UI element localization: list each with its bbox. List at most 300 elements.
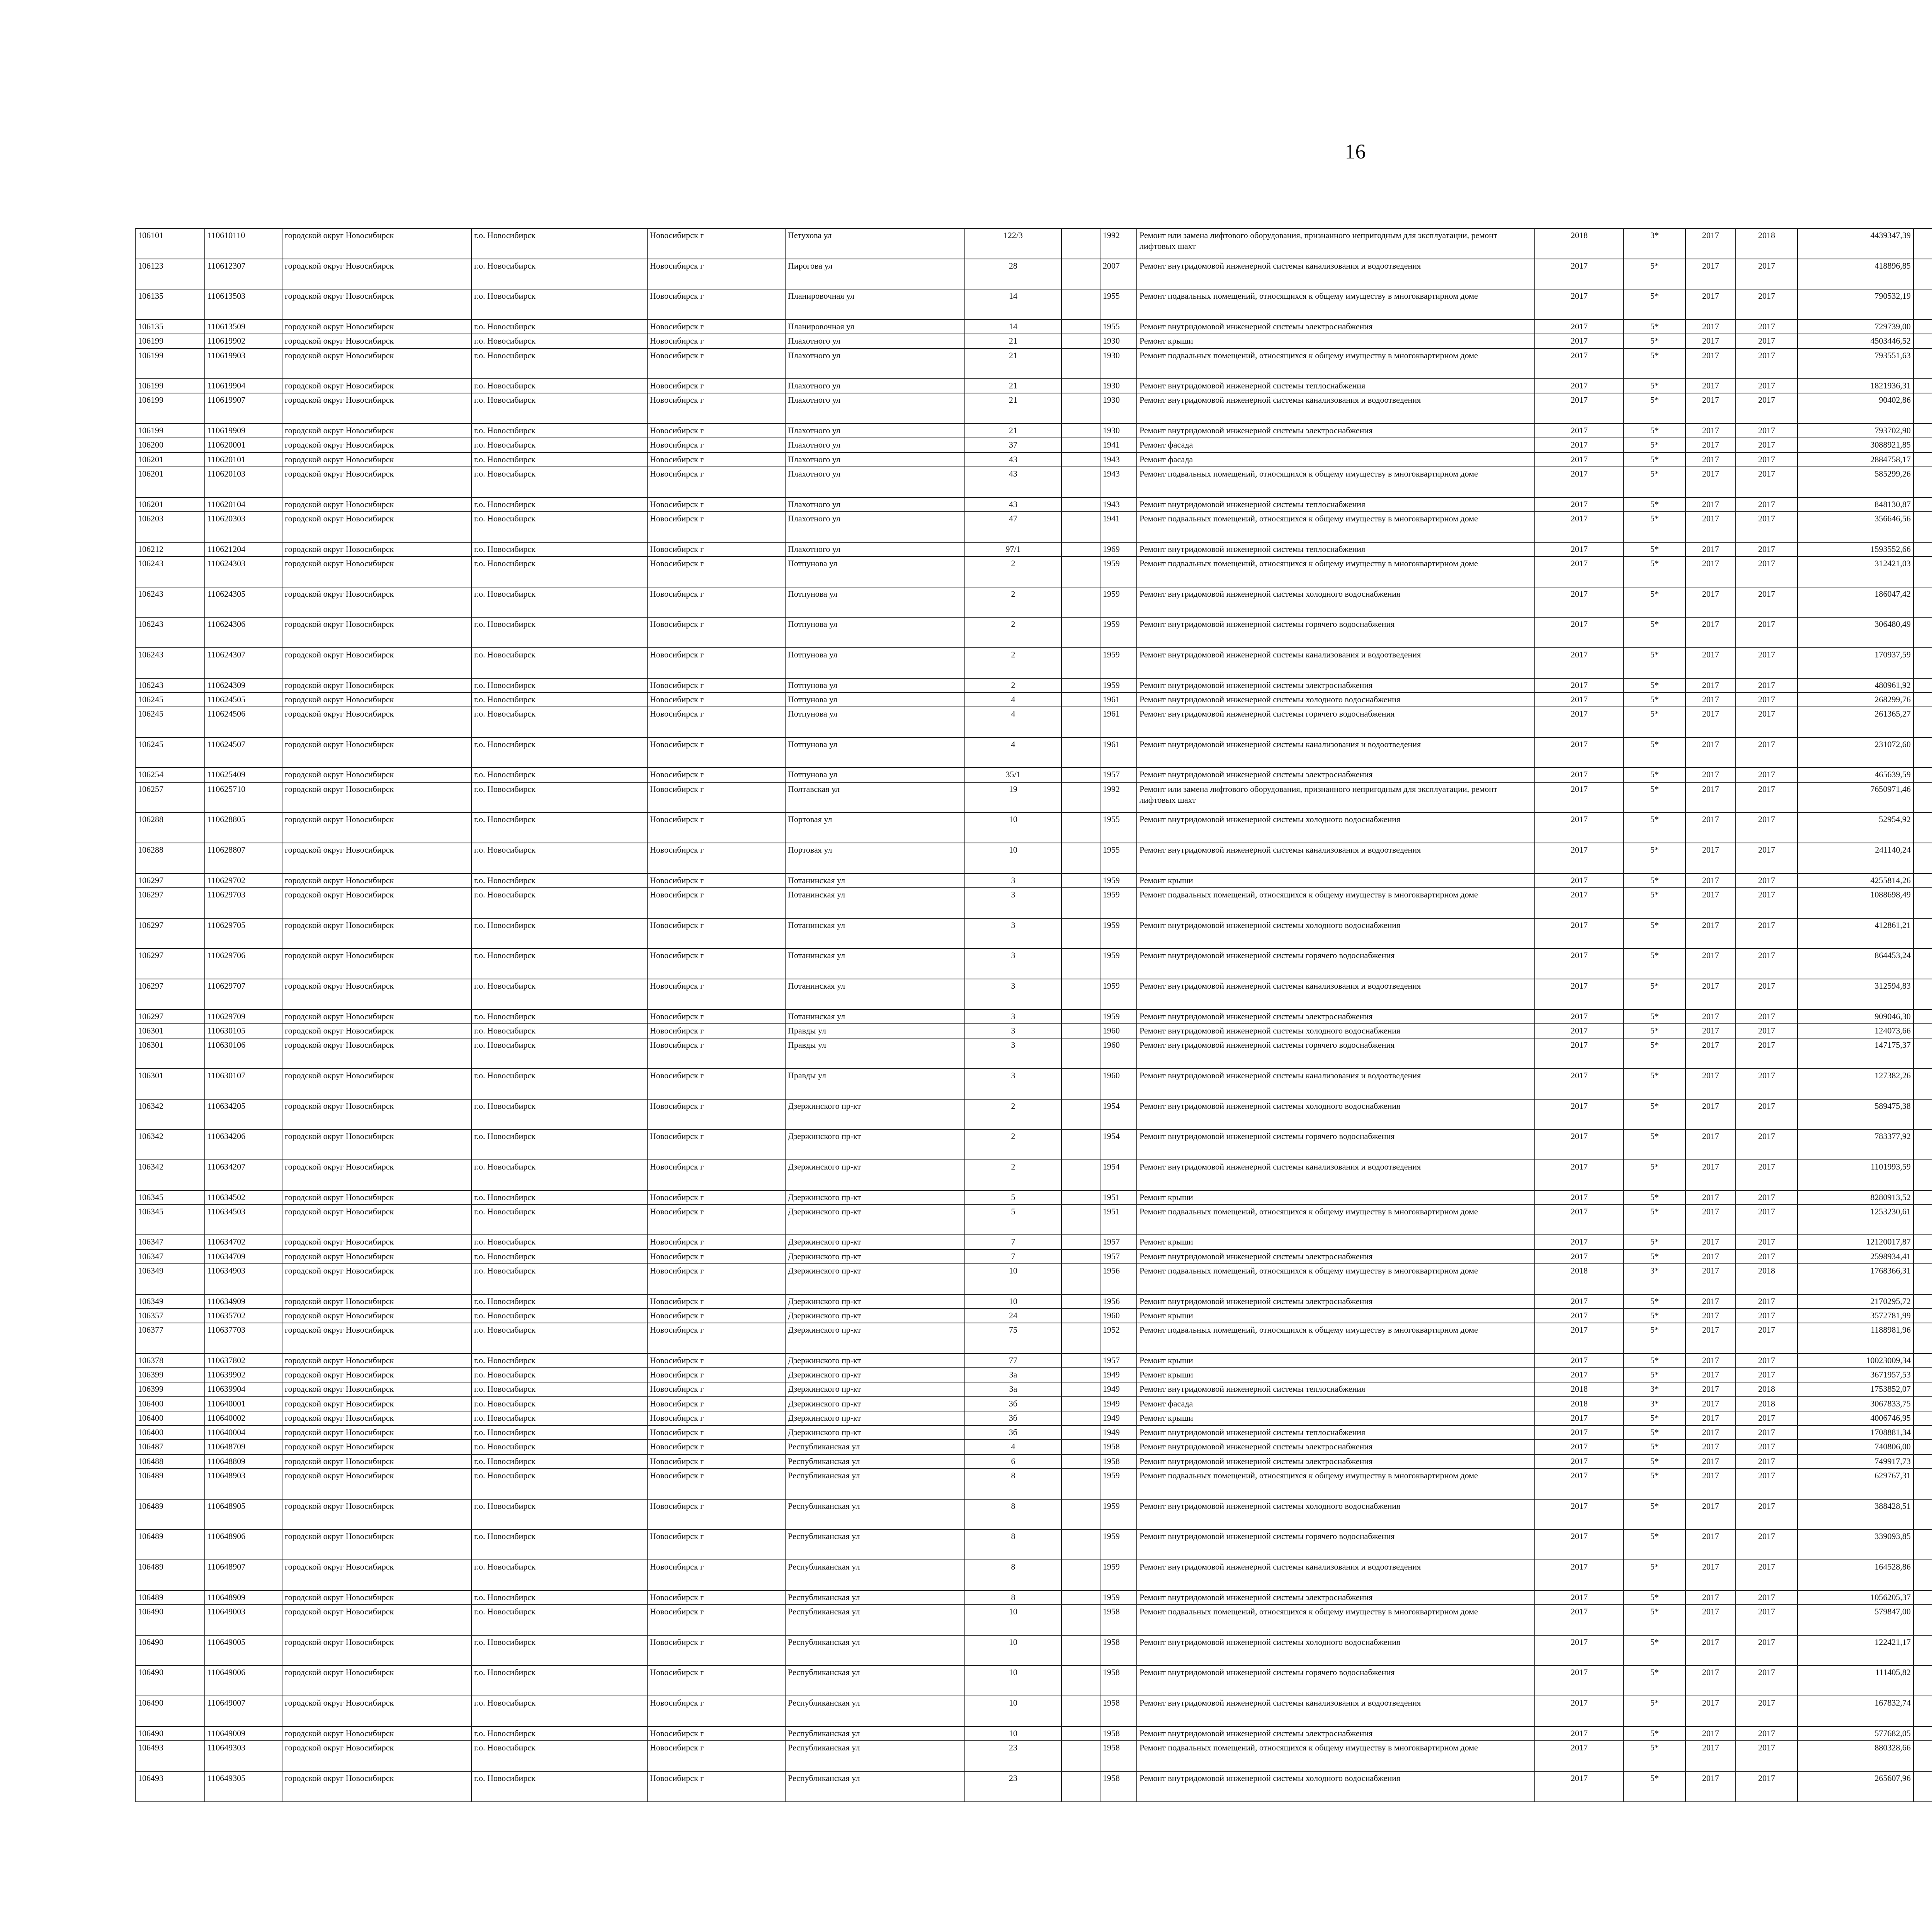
cell-work-type: Ремонт внутридомовой инженерной системы канализования и водоотведения — [1137, 1160, 1535, 1190]
cell-empty — [1061, 497, 1100, 512]
table-row — [135, 228, 1932, 259]
table-row — [135, 259, 1932, 289]
cell-year-planned: 2017 — [1535, 782, 1624, 813]
cell-house-number: 43 — [965, 453, 1061, 467]
cell-mark: 5* — [1624, 259, 1685, 289]
cell-year-planned: 2017 — [1535, 918, 1624, 949]
cell-city: Новосибирск г — [647, 843, 785, 873]
cell-mark: 5* — [1624, 1469, 1685, 1499]
cell-empty — [1061, 1741, 1100, 1771]
cell-municipality: г.о. Новосибирск — [471, 678, 647, 693]
cell-year-end: 2017 — [1736, 557, 1798, 587]
cell-total-cost: 388428,51 — [1798, 1499, 1913, 1530]
cell-street: Республиканская ул — [785, 1605, 965, 1635]
cell-fund-a — [1913, 1190, 1932, 1205]
cell-municipality: г.о. Новосибирск — [471, 782, 647, 813]
cell-municipality: г.о. Новосибирск — [471, 918, 647, 949]
cell-house-number: 4 — [965, 693, 1061, 707]
cell-district: городской округ Новосибирск — [282, 1499, 471, 1530]
cell-year-start: 2017 — [1685, 1771, 1736, 1802]
cell-street: Республиканская ул — [785, 1696, 965, 1726]
cell-district: городской округ Новосибирск — [282, 678, 471, 693]
cell-work-code: 110649305 — [205, 1771, 282, 1802]
cell-city: Новосибирск г — [647, 678, 785, 693]
cell-district: городской округ Новосибирск — [282, 979, 471, 1010]
cell-city: Новосибирск г — [647, 349, 785, 379]
cell-year-end: 2017 — [1736, 1529, 1798, 1560]
table-row — [135, 782, 1932, 813]
cell-district: городской округ Новосибирск — [282, 334, 471, 348]
cell-house-number: 8 — [965, 1590, 1061, 1605]
cell-work-code: 110634207 — [205, 1160, 282, 1190]
cell-work-code: 110635702 — [205, 1309, 282, 1323]
cell-built-year: 1951 — [1100, 1190, 1137, 1205]
cell-house-id: 106257 — [135, 782, 205, 813]
cell-year-end: 2017 — [1736, 1499, 1798, 1530]
cell-mark: 5* — [1624, 1024, 1685, 1038]
cell-work-code: 110649303 — [205, 1741, 282, 1771]
cell-fund-a — [1913, 812, 1932, 843]
cell-house-number: 8 — [965, 1560, 1061, 1590]
cell-year-end: 2017 — [1736, 1726, 1798, 1741]
cell-work-code: 110629707 — [205, 979, 282, 1010]
cell-fund-a — [1913, 1235, 1932, 1249]
cell-year-start: 2017 — [1685, 557, 1736, 587]
cell-street: Дзержинского пр-кт — [785, 1425, 965, 1440]
cell-mark: 5* — [1624, 334, 1685, 348]
cell-total-cost: 167832,74 — [1798, 1696, 1913, 1726]
cell-work-type: Ремонт крыши — [1137, 1353, 1535, 1368]
cell-street: Планировочная ул — [785, 289, 965, 320]
cell-house-number: 2 — [965, 1160, 1061, 1190]
cell-empty — [1061, 843, 1100, 873]
cell-street: Дзержинского пр-кт — [785, 1099, 965, 1130]
cell-house-number: 3 — [965, 873, 1061, 888]
cell-built-year: 1960 — [1100, 1038, 1137, 1069]
cell-house-number: 43 — [965, 467, 1061, 497]
cell-street: Портовая ул — [785, 843, 965, 873]
cell-work-code: 110648903 — [205, 1469, 282, 1499]
cell-work-type: Ремонт внутридомовой инженерной системы канализования и водоотведения — [1137, 1696, 1535, 1726]
cell-street: Портовая ул — [785, 812, 965, 843]
cell-municipality: г.о. Новосибирск — [471, 1264, 647, 1294]
cell-city: Новосибирск г — [647, 1382, 785, 1396]
cell-year-end: 2017 — [1736, 678, 1798, 693]
cell-year-start: 2017 — [1685, 1129, 1736, 1160]
cell-year-end: 2017 — [1736, 1353, 1798, 1368]
cell-mark: 5* — [1624, 1294, 1685, 1309]
cell-year-end: 2017 — [1736, 843, 1798, 873]
cell-work-code: 110624306 — [205, 617, 282, 648]
cell-fund-a — [1913, 918, 1932, 949]
cell-empty — [1061, 467, 1100, 497]
cell-year-end: 2017 — [1736, 1440, 1798, 1454]
cell-house-id: 106400 — [135, 1425, 205, 1440]
cell-built-year: 1959 — [1100, 557, 1137, 587]
cell-municipality: г.о. Новосибирск — [471, 393, 647, 424]
cell-fund-a — [1913, 542, 1932, 557]
cell-year-planned: 2017 — [1535, 512, 1624, 542]
table-row — [135, 289, 1932, 320]
cell-mark: 5* — [1624, 707, 1685, 737]
cell-total-cost: 7650971,46 — [1798, 782, 1913, 813]
cell-city: Новосибирск г — [647, 334, 785, 348]
cell-work-type: Ремонт внутридомовой инженерной системы электроснабжения — [1137, 1440, 1535, 1454]
cell-work-code: 110634503 — [205, 1205, 282, 1235]
cell-fund-a — [1913, 1469, 1932, 1499]
cell-year-start: 2017 — [1685, 1726, 1736, 1741]
cell-year-start: 2017 — [1685, 1250, 1736, 1264]
cell-year-planned: 2017 — [1535, 843, 1624, 873]
cell-year-end: 2017 — [1736, 1590, 1798, 1605]
cell-total-cost: 909046,30 — [1798, 1010, 1913, 1024]
cell-total-cost: 2598934,41 — [1798, 1250, 1913, 1264]
cell-street: Плахотного ул — [785, 349, 965, 379]
cell-built-year: 1955 — [1100, 289, 1137, 320]
table-row — [135, 1250, 1932, 1264]
cell-year-planned: 2018 — [1535, 1264, 1624, 1294]
cell-work-code: 110637703 — [205, 1323, 282, 1353]
cell-city: Новосибирск г — [647, 497, 785, 512]
cell-built-year: 1992 — [1100, 782, 1137, 813]
cell-year-planned: 2018 — [1535, 228, 1624, 259]
cell-empty — [1061, 1353, 1100, 1368]
cell-mark: 5* — [1624, 1771, 1685, 1802]
cell-district: городской округ Новосибирск — [282, 453, 471, 467]
cell-house-number: 4 — [965, 707, 1061, 737]
cell-year-start: 2017 — [1685, 393, 1736, 424]
cell-city: Новосибирск г — [647, 1425, 785, 1440]
cell-year-start: 2017 — [1685, 888, 1736, 918]
cell-year-start: 2017 — [1685, 648, 1736, 678]
cell-fund-a — [1913, 1323, 1932, 1353]
cell-year-start: 2017 — [1685, 467, 1736, 497]
cell-house-id: 106245 — [135, 707, 205, 737]
cell-house-number: 28 — [965, 259, 1061, 289]
cell-house-id: 106288 — [135, 843, 205, 873]
cell-built-year: 1943 — [1100, 453, 1137, 467]
cell-built-year: 1949 — [1100, 1368, 1137, 1382]
cell-work-type: Ремонт внутридомовой инженерной системы горячего водоснабжения — [1137, 1038, 1535, 1069]
cell-house-number: 5 — [965, 1190, 1061, 1205]
cell-mark: 5* — [1624, 1425, 1685, 1440]
cell-year-start: 2017 — [1685, 707, 1736, 737]
cell-total-cost: 749917,73 — [1798, 1454, 1913, 1469]
cell-total-cost: 1708881,34 — [1798, 1425, 1913, 1440]
cell-district: городской округ Новосибирск — [282, 1665, 471, 1696]
cell-work-type: Ремонт подвальных помещений, относящихся к общему имуществу в многоквартирном доме — [1137, 557, 1535, 587]
cell-house-number: 47 — [965, 512, 1061, 542]
cell-built-year: 1960 — [1100, 1069, 1137, 1099]
cell-municipality: г.о. Новосибирск — [471, 1560, 647, 1590]
cell-year-end: 2017 — [1736, 1038, 1798, 1069]
cell-total-cost: 848130,87 — [1798, 497, 1913, 512]
cell-district: городской округ Новосибирск — [282, 1440, 471, 1454]
cell-built-year: 1959 — [1100, 1560, 1137, 1590]
cell-built-year: 1930 — [1100, 424, 1137, 438]
cell-mark: 5* — [1624, 648, 1685, 678]
cell-total-cost: 186047,42 — [1798, 587, 1913, 618]
cell-total-cost: 1101993,59 — [1798, 1160, 1913, 1190]
table-row — [135, 1425, 1932, 1440]
cell-mark: 5* — [1624, 678, 1685, 693]
cell-work-code: 110619904 — [205, 379, 282, 393]
cell-work-type: Ремонт внутридомовой инженерной системы электроснабжения — [1137, 1294, 1535, 1309]
cell-total-cost: 783377,92 — [1798, 1129, 1913, 1160]
cell-total-cost: 147175,37 — [1798, 1038, 1913, 1069]
cell-year-planned: 2017 — [1535, 1771, 1624, 1802]
cell-empty — [1061, 424, 1100, 438]
cell-year-start: 2017 — [1685, 1635, 1736, 1666]
cell-work-type: Ремонт внутридомовой инженерной системы электроснабжения — [1137, 320, 1535, 334]
cell-year-start: 2017 — [1685, 1382, 1736, 1396]
cell-year-end: 2017 — [1736, 438, 1798, 452]
table-row — [135, 557, 1932, 587]
cell-work-type: Ремонт внутридомовой инженерной системы электроснабжения — [1137, 1250, 1535, 1264]
cell-year-start: 2017 — [1685, 1411, 1736, 1425]
cell-built-year: 1943 — [1100, 467, 1137, 497]
cell-street: Потанинская ул — [785, 873, 965, 888]
cell-fund-a — [1913, 1309, 1932, 1323]
cell-total-cost: 1768366,31 — [1798, 1264, 1913, 1294]
table-row — [135, 1635, 1932, 1666]
cell-house-number: 10 — [965, 1294, 1061, 1309]
cell-year-start: 2017 — [1685, 873, 1736, 888]
cell-municipality: г.о. Новосибирск — [471, 1440, 647, 1454]
cell-mark: 5* — [1624, 1529, 1685, 1560]
cell-fund-a — [1913, 320, 1932, 334]
cell-street: Дзержинского пр-кт — [785, 1397, 965, 1411]
cell-house-number: 2 — [965, 587, 1061, 618]
cell-city: Новосибирск г — [647, 1264, 785, 1294]
cell-built-year: 1958 — [1100, 1741, 1137, 1771]
cell-work-type: Ремонт внутридомовой инженерной системы горячего водоснабжения — [1137, 948, 1535, 979]
cell-built-year: 1959 — [1100, 617, 1137, 648]
cell-fund-a — [1913, 1038, 1932, 1069]
cell-year-end: 2017 — [1736, 289, 1798, 320]
cell-empty — [1061, 888, 1100, 918]
cell-city: Новосибирск г — [647, 1454, 785, 1469]
cell-year-end: 2017 — [1736, 1069, 1798, 1099]
cell-year-start: 2017 — [1685, 768, 1736, 782]
cell-mark: 5* — [1624, 1099, 1685, 1130]
cell-mark: 5* — [1624, 1560, 1685, 1590]
table-row — [135, 918, 1932, 949]
cell-year-planned: 2017 — [1535, 438, 1624, 452]
cell-work-code: 110625409 — [205, 768, 282, 782]
cell-city: Новосибирск г — [647, 438, 785, 452]
cell-fund-a — [1913, 1010, 1932, 1024]
cell-work-code: 110649005 — [205, 1635, 282, 1666]
cell-house-id: 106135 — [135, 289, 205, 320]
cell-total-cost: 1088698,49 — [1798, 888, 1913, 918]
cell-work-type: Ремонт или замена лифтового оборудования, признанного непригодным для эксплуатации, ремонт лифтовых шахт — [1137, 228, 1535, 259]
cell-year-end: 2017 — [1736, 1294, 1798, 1309]
cell-street: Плахотного ул — [785, 453, 965, 467]
cell-year-planned: 2017 — [1535, 1726, 1624, 1741]
cell-built-year: 1961 — [1100, 707, 1137, 737]
cell-municipality: г.о. Новосибирск — [471, 467, 647, 497]
cell-empty — [1061, 617, 1100, 648]
cell-district: городской округ Новосибирск — [282, 1590, 471, 1605]
cell-year-planned: 2017 — [1535, 1205, 1624, 1235]
cell-year-end: 2017 — [1736, 1696, 1798, 1726]
cell-built-year: 1952 — [1100, 1323, 1137, 1353]
cell-house-number: 21 — [965, 334, 1061, 348]
cell-year-end: 2017 — [1736, 1560, 1798, 1590]
cell-district: городской округ Новосибирск — [282, 259, 471, 289]
cell-mark: 5* — [1624, 1353, 1685, 1368]
cell-empty — [1061, 320, 1100, 334]
cell-year-end: 2017 — [1736, 1099, 1798, 1130]
table-row — [135, 678, 1932, 693]
cell-house-number: 2 — [965, 1099, 1061, 1130]
cell-year-end: 2017 — [1736, 888, 1798, 918]
cell-work-code: 110628807 — [205, 843, 282, 873]
cell-district: городской округ Новосибирск — [282, 948, 471, 979]
cell-year-end: 2017 — [1736, 768, 1798, 782]
cell-built-year: 1956 — [1100, 1264, 1137, 1294]
cell-year-planned: 2017 — [1535, 453, 1624, 467]
cell-fund-a — [1913, 379, 1932, 393]
cell-work-code: 110624507 — [205, 737, 282, 768]
cell-year-start: 2017 — [1685, 979, 1736, 1010]
cell-year-start: 2017 — [1685, 349, 1736, 379]
cell-municipality: г.о. Новосибирск — [471, 1069, 647, 1099]
cell-municipality: г.о. Новосибирск — [471, 438, 647, 452]
cell-year-planned: 2017 — [1535, 379, 1624, 393]
cell-city: Новосибирск г — [647, 1469, 785, 1499]
cell-street: Потпунова ул — [785, 648, 965, 678]
cell-total-cost: 790532,19 — [1798, 289, 1913, 320]
cell-built-year: 1957 — [1100, 1353, 1137, 1368]
cell-year-end: 2017 — [1736, 1425, 1798, 1440]
cell-work-code: 110620001 — [205, 438, 282, 452]
cell-work-code: 110634709 — [205, 1250, 282, 1264]
cell-year-end: 2018 — [1736, 1382, 1798, 1396]
cell-district: городской округ Новосибирск — [282, 1696, 471, 1726]
cell-house-number: 3б — [965, 1411, 1061, 1425]
cell-mark: 5* — [1624, 1235, 1685, 1249]
cell-work-type: Ремонт внутридомовой инженерной системы горячего водоснабжения — [1137, 1129, 1535, 1160]
cell-fund-a — [1913, 1353, 1932, 1368]
cell-city: Новосибирск г — [647, 873, 785, 888]
cell-work-type: Ремонт подвальных помещений, относящихся к общему имуществу в многоквартирном доме — [1137, 512, 1535, 542]
table-row — [135, 1560, 1932, 1590]
cell-built-year: 1960 — [1100, 1309, 1137, 1323]
cell-year-planned: 2017 — [1535, 812, 1624, 843]
cell-built-year: 1958 — [1100, 1440, 1137, 1454]
cell-city: Новосибирск г — [647, 693, 785, 707]
cell-empty — [1061, 1309, 1100, 1323]
cell-house-id: 106347 — [135, 1250, 205, 1264]
cell-mark: 5* — [1624, 379, 1685, 393]
cell-year-start: 2017 — [1685, 1469, 1736, 1499]
cell-street: Дзержинского пр-кт — [785, 1129, 965, 1160]
cell-house-number: 24 — [965, 1309, 1061, 1323]
cell-empty — [1061, 393, 1100, 424]
cell-empty — [1061, 1499, 1100, 1530]
cell-year-end: 2017 — [1736, 467, 1798, 497]
cell-street: Дзержинского пр-кт — [785, 1160, 965, 1190]
cell-street: Правды ул — [785, 1038, 965, 1069]
cell-year-start: 2017 — [1685, 334, 1736, 348]
cell-city: Новосибирск г — [647, 1635, 785, 1666]
cell-year-end: 2017 — [1736, 1771, 1798, 1802]
cell-year-planned: 2017 — [1535, 1069, 1624, 1099]
cell-work-type: Ремонт подвальных помещений, относящихся к общему имуществу в многоквартирном доме — [1137, 289, 1535, 320]
cell-street: Плахотного ул — [785, 393, 965, 424]
cell-built-year: 1954 — [1100, 1129, 1137, 1160]
cell-house-id: 106489 — [135, 1499, 205, 1530]
cell-house-id: 106357 — [135, 1309, 205, 1323]
cell-city: Новосибирск г — [647, 1529, 785, 1560]
cell-fund-a — [1913, 1499, 1932, 1530]
cell-year-planned: 2017 — [1535, 693, 1624, 707]
table-row — [135, 1397, 1932, 1411]
cell-house-id: 106123 — [135, 259, 205, 289]
cell-house-number: 10 — [965, 1635, 1061, 1666]
cell-year-planned: 2017 — [1535, 1309, 1624, 1323]
cell-city: Новосибирск г — [647, 1205, 785, 1235]
cell-year-end: 2017 — [1736, 1160, 1798, 1190]
cell-mark: 5* — [1624, 467, 1685, 497]
cell-district: городской округ Новосибирск — [282, 1469, 471, 1499]
cell-fund-a — [1913, 979, 1932, 1010]
cell-total-cost: 412861,21 — [1798, 918, 1913, 949]
cell-district: городской округ Новосибирск — [282, 1160, 471, 1190]
cell-work-type: Ремонт или замена лифтового оборудования, признанного непригодным для эксплуатации, ремонт лифтовых шахт — [1137, 782, 1535, 813]
cell-municipality: г.о. Новосибирск — [471, 1160, 647, 1190]
cell-street: Республиканская ул — [785, 1469, 965, 1499]
cell-year-end: 2017 — [1736, 782, 1798, 813]
cell-year-start: 2017 — [1685, 1440, 1736, 1454]
cell-city: Новосибирск г — [647, 1353, 785, 1368]
cell-district: городской округ Новосибирск — [282, 737, 471, 768]
repair-plan-table — [135, 228, 1932, 1802]
cell-fund-a — [1913, 1635, 1932, 1666]
cell-work-code: 110637802 — [205, 1353, 282, 1368]
cell-city: Новосибирск г — [647, 1397, 785, 1411]
cell-municipality: г.о. Новосибирск — [471, 1250, 647, 1264]
table-row — [135, 1529, 1932, 1560]
cell-house-number: 10 — [965, 1696, 1061, 1726]
cell-year-planned: 2017 — [1535, 737, 1624, 768]
cell-empty — [1061, 228, 1100, 259]
cell-house-number: 8 — [965, 1469, 1061, 1499]
cell-empty — [1061, 438, 1100, 452]
table-row — [135, 424, 1932, 438]
cell-total-cost: 111405,82 — [1798, 1665, 1913, 1696]
cell-street: Республиканская ул — [785, 1560, 965, 1590]
cell-house-id: 106200 — [135, 438, 205, 452]
cell-year-planned: 2017 — [1535, 320, 1624, 334]
cell-work-code: 110613509 — [205, 320, 282, 334]
cell-fund-a — [1913, 557, 1932, 587]
cell-mark: 5* — [1624, 1590, 1685, 1605]
cell-mark: 5* — [1624, 737, 1685, 768]
cell-built-year: 1958 — [1100, 1605, 1137, 1635]
table-row — [135, 1741, 1932, 1771]
cell-empty — [1061, 812, 1100, 843]
cell-empty — [1061, 1529, 1100, 1560]
cell-fund-a — [1913, 228, 1932, 259]
cell-district: городской округ Новосибирск — [282, 1425, 471, 1440]
cell-street: Плахотного ул — [785, 512, 965, 542]
cell-fund-a — [1913, 349, 1932, 379]
cell-district: городской округ Новосибирск — [282, 587, 471, 618]
cell-municipality: г.о. Новосибирск — [471, 1010, 647, 1024]
